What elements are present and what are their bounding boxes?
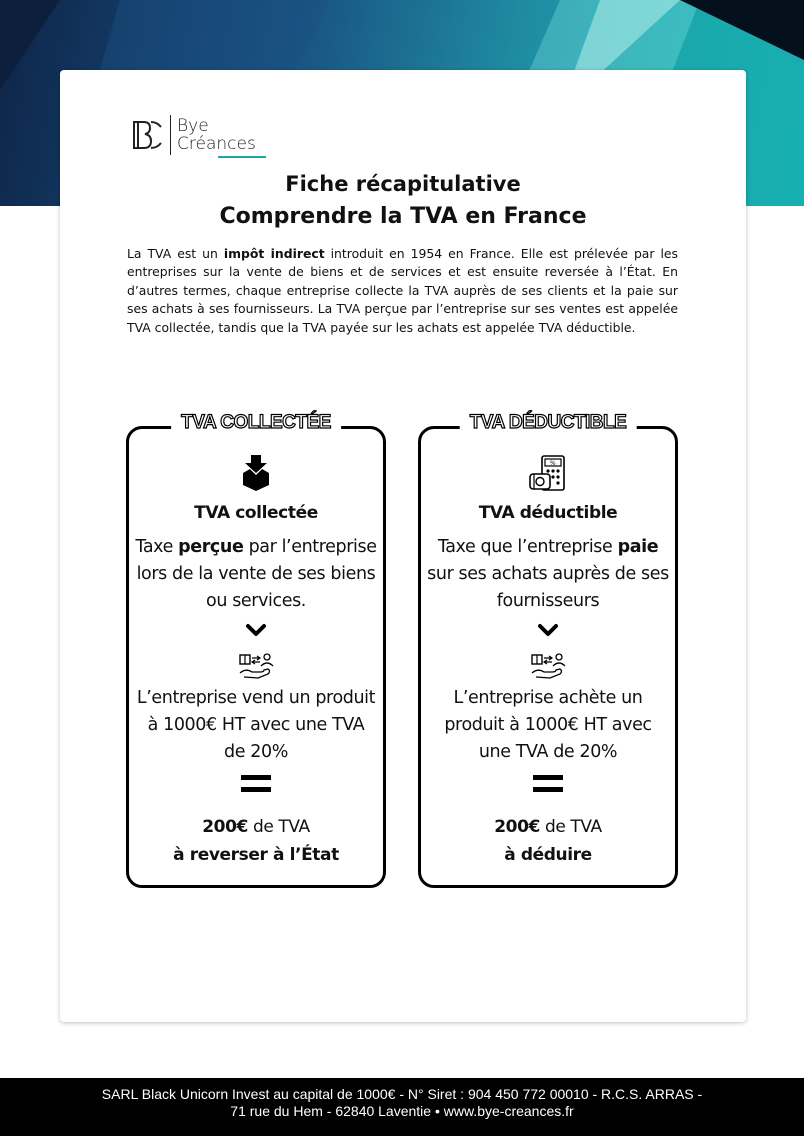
intro-bold: impôt indirect	[223, 246, 325, 261]
tva-collectee-label: TVA COLLECTÉE	[171, 412, 341, 434]
chevron-down-icon	[245, 623, 267, 637]
intro-text-start: La TVA est un	[127, 246, 224, 261]
collectee-desc-pre: Taxe	[135, 537, 179, 557]
tva-deductible-label: TVA DÉDUCTIBLE	[460, 412, 637, 434]
tva-deductible-result	[421, 813, 675, 869]
intro-paragraph	[127, 245, 678, 337]
collectee-desc-post: par l’entreprise lors de la vente de ses biens ou services.	[136, 537, 377, 611]
chevron-down-icon	[537, 623, 559, 637]
page-title-line2: Comprendre la TVA en France	[219, 204, 587, 229]
download-box-icon	[241, 455, 271, 491]
brand-line1: Bye	[177, 116, 209, 136]
collectee-result-rest: de TVA	[247, 817, 310, 837]
collectee-result-amount: 200€	[202, 817, 248, 837]
collectee-result-line2: à reverser à l’État	[173, 845, 339, 865]
equals-icon	[533, 775, 563, 793]
deductible-result-amount: 200€	[494, 817, 540, 837]
deductible-desc-pre: Taxe que l’entreprise	[437, 537, 618, 557]
intro-text-end: introduit en 1954 en France. Elle est prélevée par les entreprises sur la vente de biens et de services et est ensuite reversée à l’État. En d’autres termes, chaque entreprise collecte la TVA auprès de ses clients et la paie sur ses achats à ses fournisseurs. La TVA perçue par l’entreprise sur ses ventes est appelée TVA collectée, tandis que la TVA payée sur les achats est appelée TVA déductible.	[127, 246, 679, 335]
collectee-desc-bold: perçue	[178, 537, 244, 557]
tva-collectee-box	[126, 412, 386, 888]
deductible-result-line2: à déduire	[504, 845, 592, 865]
brand-line2: Créances	[177, 134, 256, 154]
page-footer	[0, 1078, 804, 1136]
equals-icon	[241, 775, 271, 793]
page-title-line1: Fiche récapitulative	[285, 172, 521, 196]
brand-underline	[218, 156, 266, 158]
tva-deductible-box	[418, 412, 678, 888]
brand-logo	[130, 110, 256, 160]
tva-collectee-description	[135, 534, 377, 615]
tva-collectee-example: L’entreprise vend un produit à 1000€ HT avec une TVA de 20%	[136, 688, 376, 762]
bc-logo-icon	[130, 118, 164, 152]
deductible-result-rest: de TVA	[539, 817, 602, 837]
deductible-desc-bold: paie	[617, 537, 659, 557]
tva-collectee-result	[129, 813, 383, 869]
tva-deductible-heading: TVA déductible	[478, 503, 618, 523]
trade-exchange-icon	[238, 651, 274, 679]
logo-divider	[170, 115, 171, 155]
svg-text:%: %	[550, 460, 556, 467]
tva-collectee-heading: TVA collectée	[194, 503, 318, 523]
tva-deductible-example: L’entreprise achète un produit à 1000€ HT avec une TVA de 20%	[444, 688, 652, 762]
brand-name	[177, 117, 256, 153]
footer-line1: SARL Black Unicorn Invest au capital de 1000€ - N° Siret : 904 450 772 00010 - R.C.S. ARRAS -	[101, 1086, 703, 1102]
deductible-desc-post: sur ses achats auprès de ses fournisseurs	[427, 564, 669, 611]
trade-exchange-icon	[530, 651, 566, 679]
calculator-money-icon	[528, 455, 568, 491]
footer-line2: 71 rue du Hem - 62840 Laventie • www.bye-creances.fr	[230, 1103, 574, 1119]
tva-deductible-description	[427, 534, 669, 615]
